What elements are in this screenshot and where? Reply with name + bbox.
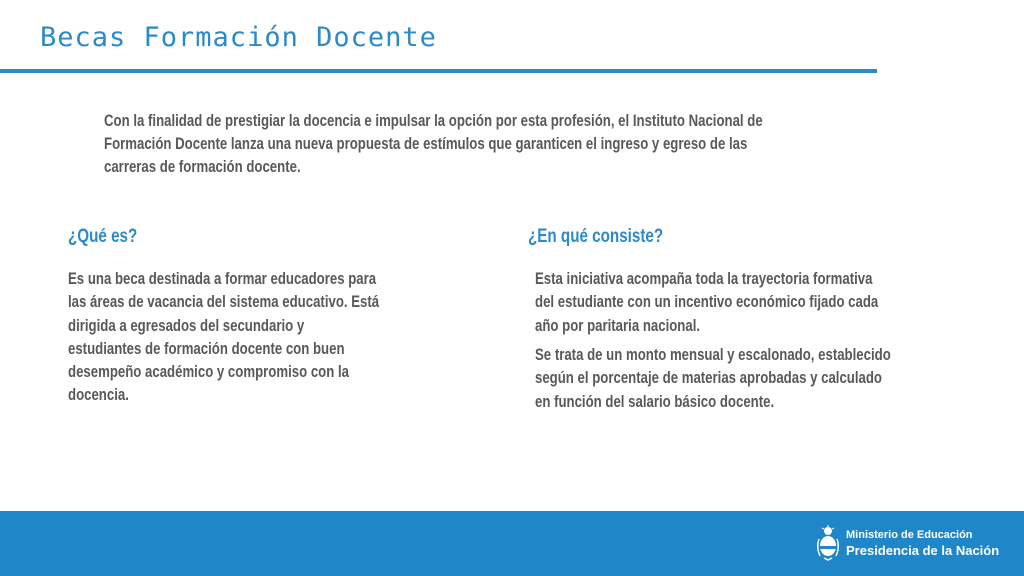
- text-line: Esta iniciativa acompaña toda la trayectoria formativa: [535, 270, 873, 288]
- slide-title: Becas Formación Docente: [40, 22, 437, 53]
- presidency-name: Presidencia de la Nación: [846, 542, 1000, 558]
- coat-of-arms-icon: [816, 525, 840, 561]
- text-line: año por paritaria nacional.: [535, 316, 701, 335]
- intro-line: Formación Docente lanza una nueva propuesta de estímulos que garanticen el ingreso y egreso de las: [104, 135, 748, 153]
- text-line: según el porcentaje de materias aprobadas y calculado: [535, 369, 882, 388]
- text-line: en función del salario básico docente.: [535, 392, 775, 411]
- intro-line: carreras de formación docente.: [104, 158, 301, 176]
- consiste-paragraph-1: [535, 268, 951, 338]
- intro-paragraph: [104, 110, 872, 179]
- ministry-logo: [816, 525, 999, 561]
- text-line: docencia.: [68, 386, 129, 405]
- title-underline: [0, 69, 877, 73]
- consiste-paragraph-2: [535, 344, 951, 414]
- heading-que-es: ¿Qué es?: [68, 226, 138, 247]
- text-line: Es una beca destinada a formar educadores para: [68, 270, 377, 288]
- heading-en-que-consiste: ¿En qué consiste?: [528, 226, 664, 247]
- text-line: estudiantes de formación docente con buen: [68, 339, 345, 358]
- text-line: Se trata de un monto mensual y escalonado, establecido: [535, 346, 891, 364]
- text-line: las áreas de vacancia del sistema educativo. Está: [68, 293, 380, 312]
- que-es-paragraph: [68, 268, 423, 408]
- text-line: desempeño académico y compromiso con la: [68, 363, 349, 382]
- text-line: dirigida a egresados del secundario y: [68, 316, 305, 335]
- text-line: del estudiante con un incentivo económico fijado cada: [535, 293, 879, 312]
- intro-line: Con la finalidad de prestigiar la docencia e impulsar la opción por esta profesión, el Instituto Nacional de: [104, 112, 763, 130]
- ministry-name: Ministerio de Educación: [846, 528, 973, 541]
